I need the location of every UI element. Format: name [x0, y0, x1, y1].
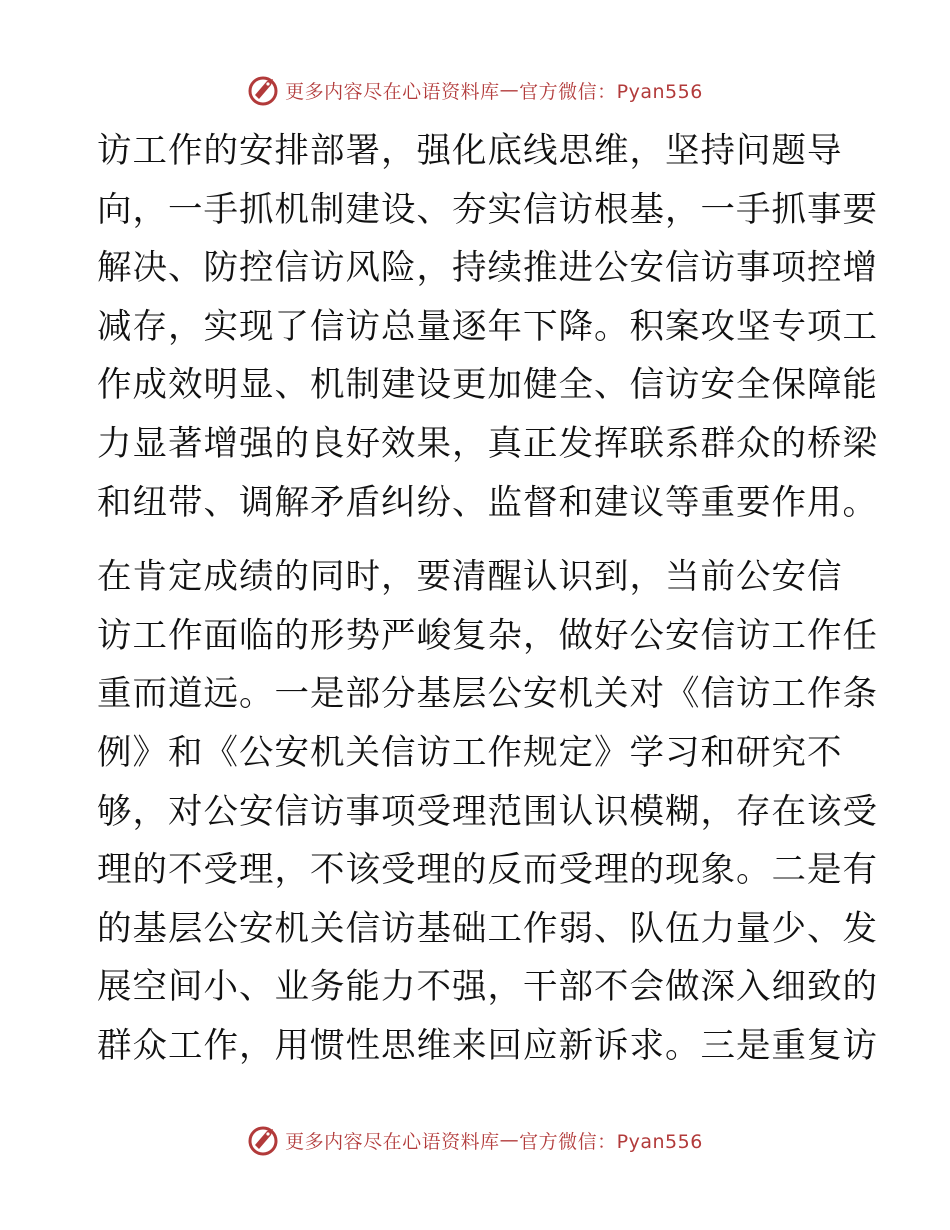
text-line: 展空间小、业务能力不强，干部不会做深入细致的 [97, 967, 878, 1008]
text-line: 重而道远。一是部分基层公安机关对《信访工作条 [97, 674, 878, 715]
paragraph-2 [97, 548, 878, 1075]
footer-banner [0, 1120, 950, 1160]
text-line: 够，对公安信访事项受理范围认识模糊，存在该受 [97, 791, 878, 832]
text-line: 例》和《公安机关信访工作规定》学习和研究不 [97, 732, 843, 773]
pen-nib-circle-icon [247, 73, 281, 107]
paragraph-1 [97, 122, 878, 532]
text-line: 和纽带、调解矛盾纠纷、监督和建议等重要作用。 [97, 482, 878, 523]
text-line: 作成效明显、机制建设更加健全、信访安全保障能 [97, 365, 878, 406]
banner-separator: — [499, 1129, 520, 1151]
text-line: 解决、防控信访风险，持续推进公安信访事项控增 [97, 248, 878, 289]
document-body [97, 122, 878, 1076]
text-line: 群众工作，用惯性思维来回应新诉求。三是重复访 [97, 1025, 878, 1066]
text-line: 在肯定成绩的同时，要清醒认识到，当前公安信 [97, 557, 843, 598]
text-line: 访工作面临的形势严峻复杂，做好公安信访工作任 [97, 615, 878, 656]
text-line: 力显著增强的良好效果，真正发挥联系群众的桥梁 [97, 423, 878, 464]
text-line: 理的不受理，不该受理的反而受理的现象。二是有 [97, 850, 878, 891]
banner-site-text: 更多内容尽在心语资料库 [285, 80, 500, 103]
text-line: 向，一手抓机制建设、夯实信访根基，一手抓事要 [97, 189, 878, 230]
text-line: 减存，实现了信访总量逐年下降。积案攻坚专项工 [97, 306, 878, 347]
text-line: 访工作的安排部署，强化底线思维，坚持问题导 [97, 131, 843, 171]
banner-wechat-text: 官方微信：Pyan556 [519, 80, 703, 103]
header-banner [0, 70, 950, 110]
text-line: 的基层公安机关信访基础工作弱、队伍力量少、发 [97, 908, 878, 949]
banner-separator: — [499, 79, 520, 101]
banner-site-text: 更多内容尽在心语资料库 [285, 1130, 500, 1153]
pen-nib-circle-icon [247, 1123, 281, 1157]
banner-wechat-text: 官方微信：Pyan556 [519, 1130, 703, 1153]
